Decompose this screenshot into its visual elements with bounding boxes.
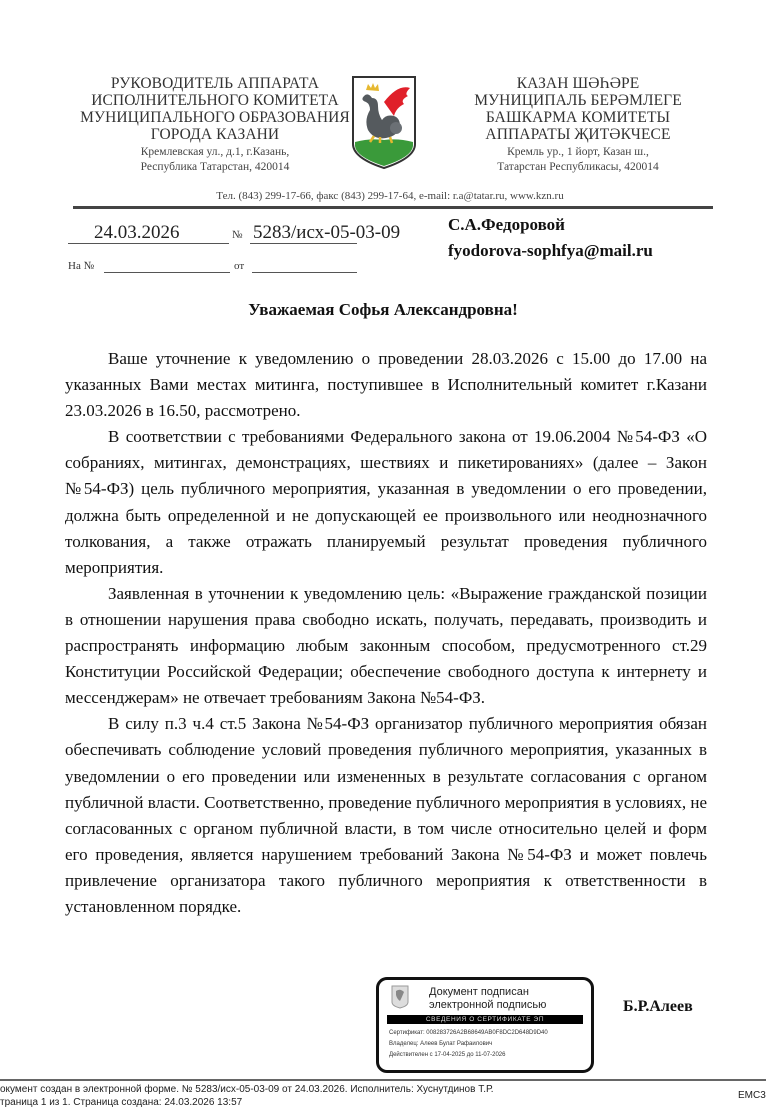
footer-divider xyxy=(0,1079,766,1081)
footer-document-info: окумент создан в электронной форме. № 5283/исх-05-03-09 от 24.03.2026. Исполнитель: Хуснутдинов Т.Р. xyxy=(0,1084,494,1095)
header-divider xyxy=(73,206,713,209)
issuer-title-line: ИСПОЛНИТЕЛЬНОГО КОМИТЕТА xyxy=(91,92,339,109)
body-paragraph: Ваше уточнение к уведомлению о проведении 28.03.2026 с 15.00 до 17.00 на указанных Вами местах митинга, поступившее в Исполнительный комитет г.Казани 23.03.2026 в 16.50, рассмотрено. xyxy=(65,349,707,421)
issuer-header-russian xyxy=(70,75,360,175)
certificate-owner: Владелец: Алеев Булат Рафаилович xyxy=(389,1041,493,1047)
stamp-title xyxy=(429,986,546,1012)
body-paragraph: В соответствии с требованиями Федерального закона от 19.06.2004 №54-ФЗ «О собраниях, митингах, демонстрациях, шествиях и пикетированиях» (далее – Закон №54-ФЗ) цель публичного мероприятия, указанная в уведомлении о его проведении, должна быть определенной и не допускающей ее произвольного или неоднозначного толкования, а также отражать планируемый результат проведения публичного мероприятия. xyxy=(65,427,707,577)
footer-code: EMC3 xyxy=(738,1090,766,1101)
issuer-title-line: БАШКАРМА КОМИТЕТЫ xyxy=(485,109,671,126)
date-underline xyxy=(68,243,229,244)
issuer-title-line: КАЗАН ШӘҺӘРЕ xyxy=(516,75,640,92)
issuer-title-line: МУНИЦИПАЛЬНОГО ОБРАЗОВАНИЯ xyxy=(80,109,350,126)
issuer-title-line: РУКОВОДИТЕЛЬ АППАРАТА xyxy=(110,75,320,92)
issuer-address-line: Республика Татарстан, 420014 xyxy=(140,161,290,173)
outgoing-number: 5283/исх-05-03-09 xyxy=(253,222,401,243)
number-underline xyxy=(250,243,357,244)
certificate-serial: Сертификат: 008283726A2B68649AB0F8DC2D648D9D40 xyxy=(389,1030,548,1036)
reference-number-label: На № xyxy=(68,260,95,272)
letter-body xyxy=(65,346,707,920)
issuer-address-line: Кремль ур., 1 йорт, Казан ш., xyxy=(507,146,649,158)
addressee-name: С.А.Федоровой xyxy=(448,215,565,234)
electronic-signature-stamp xyxy=(376,977,594,1073)
issuer-address xyxy=(458,145,698,175)
issuer-address-line: Кремлевская ул., д.1, г.Казань, xyxy=(140,146,290,158)
body-paragraph: Заявленная в уточнении к уведомлению цель: «Выражение гражданской позиции в отношении нарушения права свободно искать, получать, передавать, производить и распространять информацию любым законным способом, предусмотренного ст.29 Конституции Российской Федерации; обеспечение свободного доступа к интернету и мессенджерам» не отвечает требованиям Закона №54-ФЗ. xyxy=(65,583,707,708)
outgoing-date: 24.03.2026 xyxy=(94,222,180,243)
addressee-email: fyodorova-sophfya@mail.ru xyxy=(448,241,653,260)
issuer-address-line: Татарстан Республикасы, 420014 xyxy=(497,161,659,173)
salutation: Уважаемая Софья Александровна! xyxy=(248,300,518,319)
issuer-title-line: МУНИЦИПАЛЬ БЕРӘМЛЕГЕ xyxy=(474,92,682,109)
emblem-icon xyxy=(391,985,409,1009)
body-paragraph: В силу п.3 ч.4 ст.5 Закона №54-ФЗ организатор публичного мероприятия обязан обеспечивать соблюдение условий проведения публичного мероприятия, указанных в уведомлении о его проведении или измененных в результате согласования с органом публичной власти. Соответственно, проведение публичного мероприятия в условиях, не согласованных с органом публичной власти, в том числе относительно целей и форм его проведения, является нарушением требований Закона №54-ФЗ и может повлечь привлечение организатора такого публичного мероприятия к ответственности в установленном порядке. xyxy=(65,714,707,916)
signer-name: Б.Р.Алеев xyxy=(623,998,693,1015)
issuer-address xyxy=(70,145,360,175)
reference-date-underline xyxy=(252,272,357,273)
reference-from-label: от xyxy=(234,260,245,272)
issuer-title-line: АППАРАТЫ ҖИТӘКЧЕСЕ xyxy=(485,126,671,143)
certificate-validity: Действителен с 17-04-2025 до 11-07-2026 xyxy=(389,1052,506,1058)
addressee xyxy=(448,212,653,264)
footer-page-info: траница 1 из 1. Страница создана: 24.03.2026 13:57 xyxy=(0,1097,243,1108)
reference-number-underline xyxy=(104,272,230,273)
stamp-title-line: Документ подписан xyxy=(429,986,529,998)
issuer-header-tatar xyxy=(458,75,698,175)
contact-line: Тел. (843) 299-17-66, факс (843) 299-17-64, e-mail: r.a@tatar.ru, www.kzn.ru xyxy=(216,190,564,202)
issuer-title-line: ГОРОДА КАЗАНИ xyxy=(150,126,280,143)
number-label: № xyxy=(232,229,243,241)
stamp-title-line: электронной подписью xyxy=(429,999,547,1011)
certificate-info-bar: СВЕДЕНИЯ О СЕРТИФИКАТЕ ЭП xyxy=(387,1015,583,1024)
kazan-coat-of-arms-icon xyxy=(350,74,418,170)
